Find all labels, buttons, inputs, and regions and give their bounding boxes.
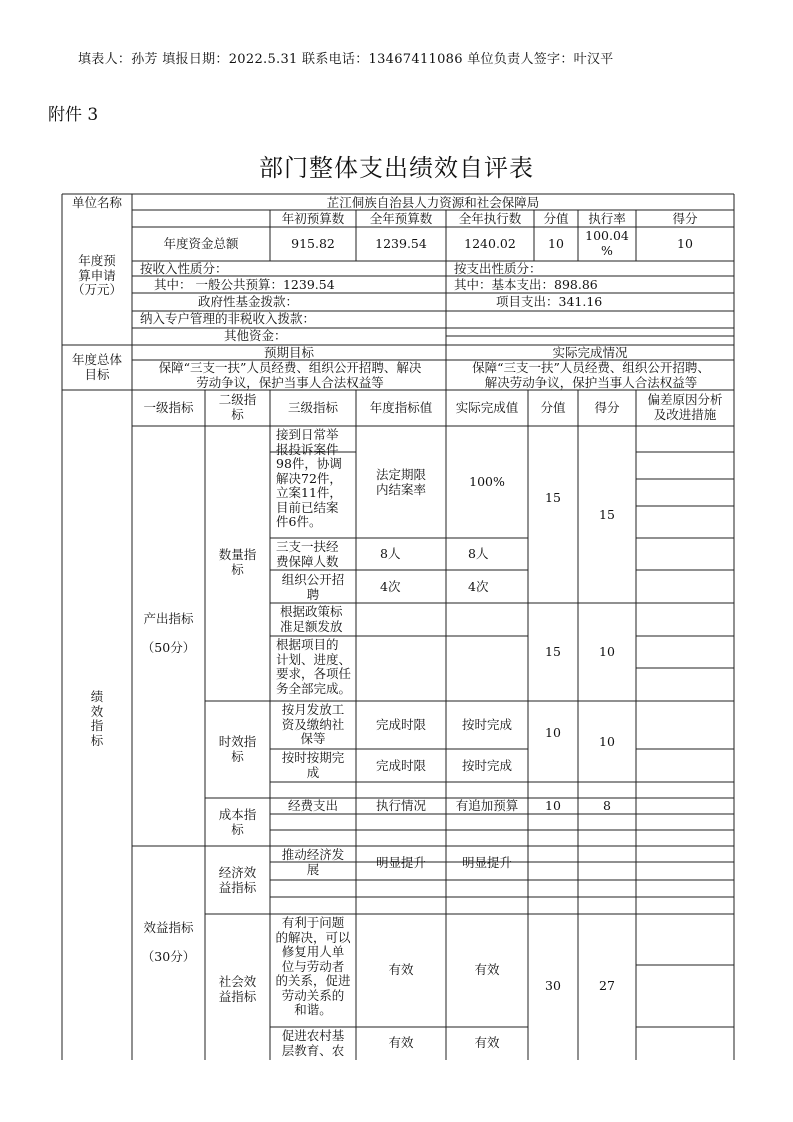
indicator-name: 根据政策标 准足额发放 — [280, 604, 343, 634]
perf-header-target: 年度指标值 — [369, 400, 433, 415]
indicator-target: 执行情况 — [375, 798, 426, 813]
cost-indicator-label: 成本指 标 — [218, 807, 257, 837]
group1-weight: 15 — [545, 490, 561, 505]
form-header-info: 填表人：孙芳 填报日期：2022.5.31 联系电话：13467411086 单位负责人签字：叶汉平 — [78, 52, 614, 67]
budget-header-full-year: 全年预算数 — [369, 211, 433, 226]
indicator-target: 明显提升 — [375, 855, 426, 870]
perf-header-actual: 实际完成值 — [455, 400, 519, 415]
unit-name-label: 单位名称 — [71, 195, 122, 210]
benefit-score: 27 — [599, 978, 615, 993]
public-budget-value: 其中： 一般公共预算：1239.54 — [154, 277, 335, 292]
total-funds-label: 年度资金总额 — [163, 236, 239, 251]
cost-weight: 10 — [545, 798, 561, 813]
basic-expense-value: 其中：基本支出：898.86 — [454, 277, 598, 292]
by-income-label: 按收入性质分： — [140, 261, 228, 276]
perf-header-weight: 分值 — [540, 400, 566, 415]
timeliness-weight: 10 — [545, 725, 561, 740]
perf-header-level3: 三级指标 — [287, 400, 338, 415]
budget-header-executed: 全年执行数 — [458, 211, 522, 226]
indicator-actual: 明显提升 — [461, 855, 512, 870]
indicator-actual: 按时完成 — [461, 758, 512, 773]
indicator-actual: 按时完成 — [461, 717, 512, 732]
benefit-indicator-label: 效益指标 （30分） — [141, 920, 196, 964]
indicator-name: 根据项目的 计划、进度、 要求，各项任 务全部完成。 — [276, 637, 352, 696]
indicator-name: 接到日常举 报投诉案件 98件，协调 解决72件， 立案11件， 目前已结案 件6件。 — [276, 427, 342, 529]
perf-header-level1: 一级指标 — [143, 400, 194, 415]
actual-goal-text: 保障“三支一扶”人员经费、组织公开招聘、 解决劳动争议，保护当事人合法权益等 — [472, 360, 710, 390]
performance-label: 绩 效 指 标 — [90, 689, 104, 748]
unit-name-value: 芷江侗族自治县人力资源和社会保障局 — [326, 195, 540, 210]
budget-header-initial: 年初预算数 — [281, 211, 345, 226]
perf-header-deviation: 偏差原因分析 及改进措施 — [647, 392, 723, 422]
budget-header-score: 得分 — [672, 211, 698, 226]
indicator-name: 有利于问题 的解决，可以 修复用人单 位与劳动者 的关系，促进 劳动关系的 和谐。 — [275, 915, 351, 1017]
social-indicator-label: 社会效 益指标 — [218, 974, 257, 1004]
annex-label: 附件 3 — [48, 105, 99, 125]
quantity-indicator-label: 数量指 标 — [218, 547, 257, 577]
total-initial-value: 915.82 — [291, 236, 335, 251]
group1-score: 15 — [599, 507, 615, 522]
indicator-target: 完成时限 — [375, 717, 426, 732]
economic-indicator-label: 经济效 益指标 — [218, 865, 257, 895]
benefit-weight: 30 — [545, 978, 561, 993]
project-expense-value: 项目支出：341.16 — [496, 294, 603, 309]
indicator-name: 促进农村基 层教育、农 — [281, 1028, 345, 1058]
cost-score: 8 — [603, 798, 611, 813]
indicator-name: 三支一扶经 费保障人数 — [276, 539, 339, 569]
indicator-name: 推动经济发 展 — [281, 847, 345, 877]
perf-header-score: 得分 — [594, 400, 620, 415]
indicator-target: 有效 — [388, 1035, 414, 1050]
total-executed-value: 1240.02 — [464, 236, 516, 251]
indicator-name: 按月发放工 资及缴纳社 保等 — [281, 702, 345, 746]
group2-weight: 15 — [545, 644, 561, 659]
budget-header-weight: 分值 — [543, 211, 569, 226]
indicator-actual: 有效 — [474, 962, 500, 977]
budget-section-label: 年度预 算申请 （万元） — [71, 253, 122, 297]
expected-goal-text: 保障“三支一扶”人员经费、组织公开招聘、解决 劳动争议，保护当事人合法权益等 — [158, 360, 422, 390]
goals-label: 年度总体 目标 — [71, 352, 122, 382]
indicator-name: 组织公开招 聘 — [281, 572, 345, 602]
indicator-target: 4次 — [380, 579, 401, 594]
indicator-target: 完成时限 — [375, 758, 426, 773]
page-title: 部门整体支出绩效自评表 — [259, 154, 534, 182]
timeliness-score: 10 — [599, 734, 615, 749]
non-tax-label: 纳入专户管理的非税收入拨款： — [140, 311, 316, 326]
indicator-actual: 8人 — [468, 546, 489, 561]
indicator-actual: 100% — [469, 474, 505, 489]
group2-score: 10 — [599, 644, 615, 659]
total-rate-value: 100.04 % — [585, 228, 629, 258]
indicator-target: 8人 — [380, 546, 401, 561]
indicator-target: 法定期限 内结案率 — [375, 467, 426, 497]
output-indicator-label: 产出指标 （50分） — [141, 611, 196, 655]
indicator-actual: 4次 — [468, 579, 489, 594]
indicator-actual: 有追加预算 — [455, 798, 519, 813]
expected-goal-label: 预期目标 — [263, 345, 314, 360]
perf-header-level2: 二级指 标 — [218, 392, 257, 422]
indicator-name: 按时按期完 成 — [281, 750, 345, 780]
by-expense-label: 按支出性质分： — [454, 261, 542, 276]
total-full-year-value: 1239.54 — [375, 236, 427, 251]
total-score-value: 10 — [677, 236, 693, 251]
timeliness-indicator-label: 时效指 标 — [218, 734, 257, 764]
other-funds-label: 其他资金： — [224, 328, 287, 343]
indicator-target: 有效 — [388, 962, 414, 977]
gov-fund-label: 政府性基金拨款： — [198, 294, 299, 309]
actual-goal-label: 实际完成情况 — [552, 345, 628, 360]
total-weight-value: 10 — [548, 236, 564, 251]
indicator-actual: 有效 — [474, 1035, 500, 1050]
budget-header-rate: 执行率 — [588, 211, 626, 226]
indicator-name: 经费支出 — [287, 798, 338, 813]
